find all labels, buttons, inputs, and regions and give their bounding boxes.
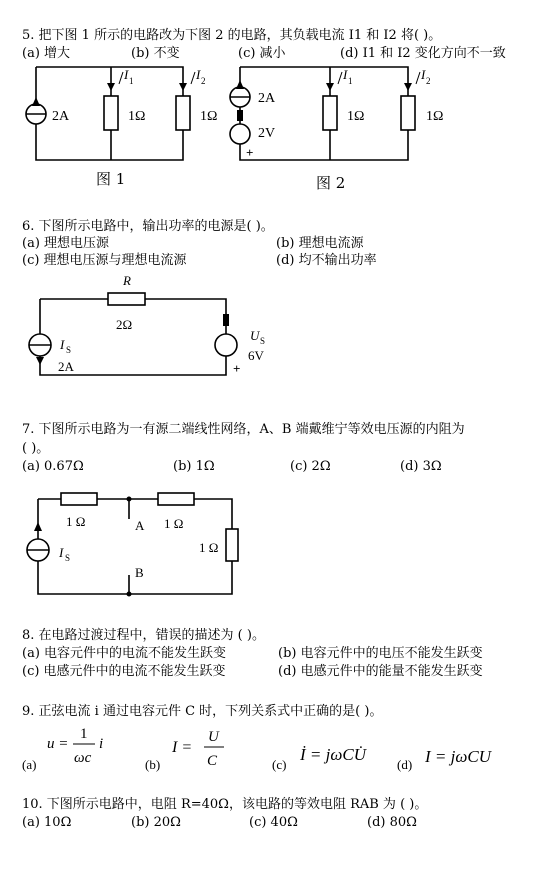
q7-option-c: (c) 2Ω <box>290 459 331 474</box>
q6-option-d: (d) 均不输出功率 <box>276 253 377 268</box>
q9-b-denominator: C <box>207 753 218 769</box>
q6-stem: 6. 下图所示电路中，输出功率的电源是( )。 <box>22 219 274 234</box>
fig1-source-label: 2A <box>52 109 70 124</box>
q7-r1-label: 1 Ω <box>66 514 86 529</box>
q6-r-value: 2Ω <box>116 317 133 332</box>
q6-is-value: 2A <box>58 359 74 374</box>
svg-text:I: I <box>196 67 201 82</box>
svg-text:I: I <box>59 545 64 560</box>
q8-option-c: (c) 电感元件中的电流不能发生跃变 <box>22 664 226 679</box>
svg-text:2: 2 <box>201 76 206 86</box>
svg-text:S: S <box>65 553 71 563</box>
figure2-caption: 图 2 <box>316 174 346 192</box>
fig2-voltage-source-label: 2V <box>258 126 276 141</box>
fig2-r1-label: 1Ω <box>347 109 365 124</box>
q9-a-lhs: u = <box>47 736 69 752</box>
svg-text:+: + <box>246 145 254 160</box>
q9-label-a: (a) <box>22 757 37 772</box>
fig1-r2-label: 1Ω <box>200 109 218 124</box>
q9-a-tail: i <box>99 736 104 752</box>
q8-stem: 8. 在电路过渡过程中，错误的描述为 ( )。 <box>22 628 265 643</box>
q9-d-formula: I = jωCU <box>425 747 491 766</box>
q8-option-d: (d) 电感元件中的能量不能发生跃变 <box>278 664 483 679</box>
fig2-current-source-label: 2A <box>258 91 276 106</box>
svg-text:1: 1 <box>348 76 353 86</box>
fig1-r1-label: 1Ω <box>128 109 146 124</box>
q9-stem: 9. 正弦电流 i 通过电容元件 C 时，下列关系式中正确的是( )。 <box>22 704 383 719</box>
q10-option-b: (b) 20Ω <box>131 815 181 830</box>
q9-label-d: (d) <box>397 757 413 772</box>
q9-a-numerator: 1 <box>80 726 88 742</box>
q6-option-b: (b) 理想电流源 <box>276 236 364 251</box>
q5-option-c: (c) 减小 <box>238 46 286 61</box>
svg-text:2: 2 <box>426 76 431 86</box>
q10-option-d: (d) 80Ω <box>367 815 417 830</box>
fig2-r2-label: 1Ω <box>426 109 444 124</box>
svg-text:+: + <box>233 361 241 376</box>
svg-text:I: I <box>60 337 65 352</box>
q9-formulas <box>0 720 551 780</box>
q5-option-a: (a) 增大 <box>22 46 71 61</box>
q7-option-b: (b) 1Ω <box>173 459 215 474</box>
svg-text:S: S <box>66 345 72 355</box>
q7-option-a: (a) 0.67Ω <box>22 459 84 474</box>
q6-circuit <box>0 265 300 395</box>
q7-r3-label: 1 Ω <box>199 540 219 555</box>
q5-option-d: (d) I1 和 I2 变化方向不一致 <box>340 46 506 61</box>
q9-label-b: (b) <box>145 757 161 772</box>
q10-option-c: (c) 40Ω <box>249 815 298 830</box>
q9-label-c: (c) <box>272 757 287 772</box>
q9-c-formula: İ = jωCU̇ <box>300 745 366 764</box>
svg-text:I: I <box>124 67 129 82</box>
q7-circuit <box>0 480 300 605</box>
q7-terminal-b: B <box>135 565 144 580</box>
q7-stem: 7. 下图所示电路为一有源二端线性网络，A、B 端戴维宁等效电压源的内阻为 <box>22 422 465 437</box>
q8-option-a: (a) 电容元件中的电流不能发生跃变 <box>22 646 227 661</box>
svg-text:S: S <box>260 336 266 346</box>
q8-option-b: (b) 电容元件中的电压不能发生跃变 <box>278 646 483 661</box>
svg-text:U: U <box>250 328 260 343</box>
q6-option-a: (a) 理想电压源 <box>22 236 110 251</box>
q10-option-a: (a) 10Ω <box>22 815 72 830</box>
q6-option-c: (c) 理想电压源与理想电流源 <box>22 253 187 268</box>
q7-option-d: (d) 3Ω <box>400 459 442 474</box>
svg-text:I: I <box>421 67 426 82</box>
q9-a-denominator: ωc <box>74 750 92 766</box>
svg-text:1: 1 <box>129 76 134 86</box>
q6-us-value: 6V <box>248 348 264 363</box>
q7-stem-cont: ( )。 <box>22 441 50 456</box>
svg-text:I: I <box>343 67 348 82</box>
q5-option-b: (b) 不变 <box>131 46 180 61</box>
q7-terminal-a: A <box>135 518 145 533</box>
q5-stem: 5. 把下图 1 所示的电路改为下图 2 的电路，其负载电流 I1 和 I2 将( )。 <box>22 28 442 43</box>
figure1-caption: 图 1 <box>96 170 126 188</box>
q7-r2-label: 1 Ω <box>164 516 184 531</box>
q6-r-label: R <box>123 273 131 288</box>
q10-stem: 10. 下图所示电路中，电阻 R=40Ω，该电路的等效电阻 RAB 为 ( )。 <box>22 797 428 812</box>
q9-b-numerator: U <box>208 729 219 745</box>
q9-b-lhs: I = <box>172 739 193 756</box>
q5-figure2-circuit <box>0 0 551 200</box>
